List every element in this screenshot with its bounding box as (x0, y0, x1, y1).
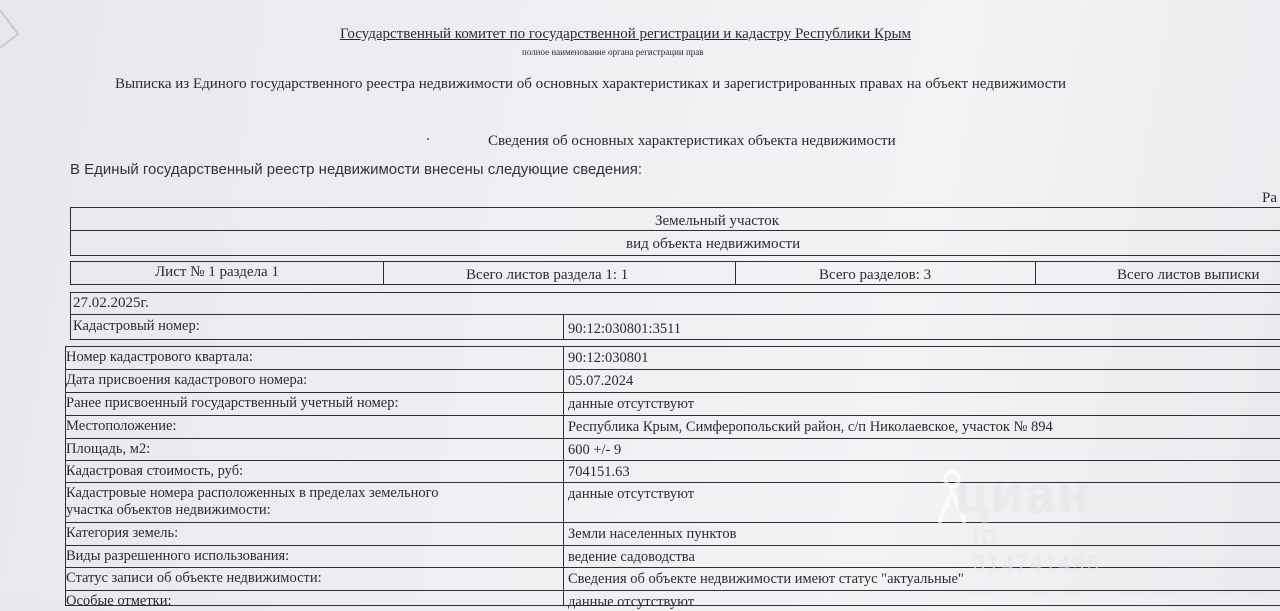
watermark-logo: циан (955, 464, 1093, 524)
table-row-divider (65, 460, 1280, 461)
table-row-label: Особые отметки: (66, 593, 172, 609)
agency-caption: полное наименование органа регистрации прав (522, 47, 704, 57)
extract-date: 27.02.2025г. (73, 295, 149, 311)
table-row-label: Категория земель: (66, 525, 179, 541)
extract-sheets-total: Всего листов выписки (1117, 267, 1260, 283)
table-row-value: 90:12:030801 (568, 350, 649, 366)
intro-text: В Единый государственный реестр недвижимости внесены следующие сведения: (70, 161, 643, 178)
sheet-cell-divider (383, 261, 384, 285)
table-row-label: Статус записи об объекте недвижимости: (66, 570, 322, 586)
page-corner-mark (0, 0, 30, 50)
extract-title: Выписка из Единого государственного реестра недвижимости об основных характеристиках и зарегистрированных правах на объект недвижимости (115, 76, 1067, 92)
table-row-label: Ранее присвоенный государственный учетный номер: (66, 395, 399, 411)
table-row-divider (65, 392, 1280, 393)
section-title: Сведения об основных характеристиках объекта недвижимости (488, 133, 896, 149)
table-row-value: Сведения об объекте недвижимости имеют статус "актуальные" (568, 571, 964, 587)
table-row-divider (65, 482, 1280, 483)
table-row-label: Местоположение: (66, 418, 177, 434)
object-type-divider (70, 230, 1280, 231)
table-row-value: Земли населенных пунктов (568, 526, 737, 542)
table-row-label: Дата присвоения кадастрового номера: (66, 372, 308, 388)
sheet-cell-divider (1035, 261, 1036, 285)
table-row-divider (65, 438, 1280, 439)
table-row-value: 704151.63 (568, 464, 630, 480)
table-row-divider (65, 415, 1280, 416)
ink-dot (427, 138, 429, 140)
sheet-number: Лист № 1 раздела 1 (155, 264, 279, 280)
table-row-label: Кадастровая стоимость, руб: (66, 463, 244, 479)
cadastral-number-value: 90:12:030801:3511 (568, 321, 682, 337)
table-row-divider (65, 522, 1280, 523)
table-row-label: Кадастровые номера расположенных в пределах земельного (66, 485, 439, 501)
table-row-value: данные отсутствуют (568, 594, 695, 610)
table-row-value: данные отсутствуют (568, 486, 695, 502)
sections-total: Всего разделов: 3 (819, 267, 932, 283)
table-row-label: Виды разрешенного использования: (66, 548, 290, 564)
sheet-total: Всего листов раздела 1: 1 (466, 267, 629, 283)
cadastral-number-label: Кадастровый номер: (73, 318, 200, 334)
object-type-caption: вид объекта недвижимости (626, 236, 801, 252)
table-row-divider (65, 369, 1280, 370)
table-row-value: данные отсутствуют (568, 396, 695, 412)
table-row-value: Республика Крым, Симферопольский район, с/п Николаевское, участок № 894 (568, 419, 1053, 435)
table-row-value: ведение садоводства (568, 549, 695, 565)
table-row-label-line2: участка объектов недвижимости: (66, 502, 271, 518)
table-row-label: Номер кадастрового квартала: (66, 349, 253, 365)
table-row-value: 600 +/- 9 (568, 442, 622, 458)
cadastral-divider (563, 314, 564, 340)
table-row-divider (65, 590, 1280, 591)
object-type: Земельный участок (655, 213, 780, 229)
table-row-label: Площадь, м2: (66, 441, 151, 457)
watermark-id: ID 314741495 (973, 525, 1102, 576)
table-row-value: 05.07.2024 (568, 373, 634, 389)
date-divider (70, 314, 1280, 315)
agency-name: Государственный комитет по государственной регистрации и кадастру Республики Крым (340, 26, 912, 42)
razdel-label: Ра (1262, 190, 1277, 206)
sheet-cell-divider (735, 261, 736, 285)
